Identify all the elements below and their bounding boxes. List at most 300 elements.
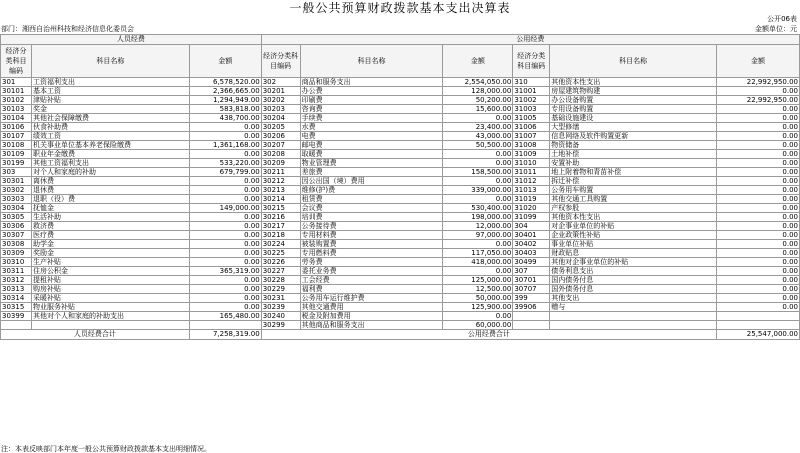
name-cell: 其他商品和服务支出 — [300, 321, 443, 330]
amount-cell: 583,818.00 — [189, 105, 261, 114]
table-row — [1, 276, 800, 285]
table-row — [1, 168, 800, 177]
name-cell: 离休费 — [31, 177, 189, 186]
table-row — [1, 159, 800, 168]
name-cell: 因公出国（境）费用 — [300, 177, 443, 186]
code-cell: 31007 — [513, 132, 550, 141]
amount-cell: 0.00 — [443, 114, 513, 123]
name-cell: 咨询费 — [300, 105, 443, 114]
totals-row — [1, 330, 800, 340]
table-row — [1, 105, 800, 114]
name-cell: 奖励金 — [31, 249, 189, 258]
table-row — [1, 213, 800, 222]
name-cell: 房屋建筑物购建 — [550, 87, 717, 96]
code-header: 经济分类科目编码 — [261, 45, 300, 78]
amount-cell: 0.00 — [717, 159, 800, 168]
amount-cell: 0.00 — [189, 258, 261, 267]
code-cell: 30304 — [1, 204, 32, 213]
name-cell: 对个人和家庭的补助 — [31, 168, 189, 177]
amount-cell: 0.00 — [717, 231, 800, 240]
amount-cell: 0.00 — [443, 312, 513, 321]
code-cell — [513, 321, 550, 330]
code-cell: 30299 — [261, 321, 300, 330]
name-cell: 事业单位补贴 — [550, 240, 717, 249]
name-cell: 物业服务补贴 — [31, 303, 189, 312]
name-cell: 国内债务付息 — [550, 276, 717, 285]
amount-header: 金额 — [443, 45, 513, 78]
amount-cell: 0.00 — [717, 105, 800, 114]
amount-cell: 0.00 — [189, 123, 261, 132]
code-cell: 30303 — [1, 195, 32, 204]
amount-cell: 0.00 — [189, 231, 261, 240]
amount-cell: 0.00 — [717, 249, 800, 258]
code-cell: 31006 — [513, 123, 550, 132]
table-row — [1, 78, 800, 87]
amount-cell: 125,000.00 — [443, 276, 513, 285]
amount-cell: 0.00 — [717, 195, 800, 204]
amount-cell: 0.00 — [717, 213, 800, 222]
code-cell: 310 — [513, 78, 550, 87]
table-row — [1, 249, 800, 258]
code-cell: 30499 — [513, 258, 550, 267]
name-cell: 取暖费 — [300, 150, 443, 159]
amount-cell: 339,000.00 — [443, 186, 513, 195]
table-row — [1, 267, 800, 276]
amount-cell: 0.00 — [189, 195, 261, 204]
name-cell: 租赁费 — [300, 195, 443, 204]
name-cell: 商品和服务支出 — [300, 78, 443, 87]
code-cell: 30207 — [261, 141, 300, 150]
code-cell: 30208 — [261, 150, 300, 159]
code-cell: 30308 — [1, 240, 32, 249]
name-cell: 助学金 — [31, 240, 189, 249]
amount-cell — [189, 321, 261, 330]
amount-header: 金额 — [717, 45, 800, 78]
amount-cell: 149,000.00 — [189, 204, 261, 213]
code-cell: 30211 — [261, 168, 300, 177]
name-cell: 生产补贴 — [31, 258, 189, 267]
code-cell: 399 — [513, 294, 550, 303]
name-cell: 津贴补贴 — [31, 96, 189, 105]
code-cell: 30202 — [261, 96, 300, 105]
amount-cell — [717, 321, 800, 330]
code-cell: 30306 — [1, 222, 32, 231]
name-header: 科目名称 — [300, 45, 443, 78]
amount-cell: 0.00 — [717, 258, 800, 267]
amount-cell: 50,500.00 — [443, 141, 513, 150]
amount-cell: 0.00 — [717, 177, 800, 186]
amount-cell: 0.00 — [189, 177, 261, 186]
name-cell: 其他对企事业单位的补贴 — [550, 258, 717, 267]
code-cell: 30225 — [261, 249, 300, 258]
name-cell: 其他资本性支出 — [550, 78, 717, 87]
amount-cell: 679,799.00 — [189, 168, 261, 177]
amount-cell: 23,400.00 — [443, 123, 513, 132]
code-cell: 30215 — [261, 204, 300, 213]
group-header-row — [1, 35, 800, 45]
amount-cell: 22,992,950.00 — [717, 96, 800, 105]
code-cell: 39906 — [513, 303, 550, 312]
table-row — [1, 285, 800, 294]
name-cell: 购房补贴 — [31, 285, 189, 294]
personnel-total-value: 7,258,319.00 — [189, 330, 261, 340]
code-cell: 30305 — [1, 213, 32, 222]
code-cell: 30311 — [1, 267, 32, 276]
name-cell — [31, 321, 189, 330]
table-row — [1, 231, 800, 240]
code-cell: 30206 — [261, 132, 300, 141]
amount-cell: 0.00 — [717, 186, 800, 195]
code-cell: 30227 — [261, 267, 300, 276]
name-cell: 工资福利支出 — [31, 78, 189, 87]
name-cell: 水费 — [300, 123, 443, 132]
name-cell: 基本工资 — [31, 87, 189, 96]
table-row — [1, 204, 800, 213]
name-cell: 机关事业单位基本养老保险缴费 — [31, 141, 189, 150]
name-cell: 维修(护)费 — [300, 186, 443, 195]
name-cell: 物资储备 — [550, 141, 717, 150]
amount-cell: 1,294,949.00 — [189, 96, 261, 105]
amount-cell: 2,366,665.00 — [189, 87, 261, 96]
name-cell: 印刷费 — [300, 96, 443, 105]
code-cell: 30226 — [261, 258, 300, 267]
name-cell: 专用材料费 — [300, 231, 443, 240]
name-cell: 其他工资福利支出 — [31, 159, 189, 168]
code-cell: 31012 — [513, 177, 550, 186]
code-cell: 30199 — [1, 159, 32, 168]
name-cell: 企业政策性补贴 — [550, 231, 717, 240]
code-cell: 30402 — [513, 240, 550, 249]
amount-cell: 128,000.00 — [443, 87, 513, 96]
amount-cell: 0.00 — [717, 294, 800, 303]
code-cell: 30224 — [261, 240, 300, 249]
name-cell: 退休费 — [31, 186, 189, 195]
amount-cell: 0.00 — [717, 204, 800, 213]
amount-cell: 12,500.00 — [443, 285, 513, 294]
code-cell: 30313 — [1, 285, 32, 294]
code-cell: 303 — [1, 168, 32, 177]
amount-cell: 50,000.00 — [443, 294, 513, 303]
name-cell: 办公费 — [300, 87, 443, 96]
name-cell: 赠与 — [550, 303, 717, 312]
table-row — [1, 96, 800, 105]
code-cell: 30109 — [1, 150, 32, 159]
code-cell: 30108 — [1, 141, 32, 150]
table-row — [1, 258, 800, 267]
amount-cell — [717, 312, 800, 321]
table-row — [1, 303, 800, 312]
table-row — [1, 177, 800, 186]
code-cell: 304 — [513, 222, 550, 231]
code-cell: 31001 — [513, 87, 550, 96]
table-row — [1, 150, 800, 159]
name-cell: 生活补助 — [31, 213, 189, 222]
name-cell: 公务用车运行维护费 — [300, 294, 443, 303]
code-cell: 30399 — [1, 312, 32, 321]
code-cell: 31002 — [513, 96, 550, 105]
code-cell: 31020 — [513, 204, 550, 213]
name-cell: 其他交通费用 — [300, 303, 443, 312]
amount-cell: 43,000.00 — [443, 132, 513, 141]
amount-cell: 6,578,520.00 — [189, 78, 261, 87]
amount-cell: 0.00 — [189, 276, 261, 285]
code-cell: 30309 — [1, 249, 32, 258]
code-cell: 30213 — [261, 186, 300, 195]
table-row — [1, 321, 800, 330]
public-group-header: 公用经费 — [261, 35, 799, 45]
name-cell: 邮电费 — [300, 141, 443, 150]
code-cell: 30228 — [261, 276, 300, 285]
name-cell: 公务接待费 — [300, 222, 443, 231]
amount-cell: 0.00 — [443, 159, 513, 168]
amount-cell: 0.00 — [717, 303, 800, 312]
amount-cell: 0.00 — [443, 177, 513, 186]
amount-header: 金额 — [189, 45, 261, 78]
amount-cell: 0.00 — [717, 114, 800, 123]
code-cell: 30231 — [261, 294, 300, 303]
code-cell: 30239 — [261, 303, 300, 312]
public-total-label: 公用经费合计 — [261, 330, 716, 340]
amount-cell: 0.00 — [189, 150, 261, 159]
amount-cell: 0.00 — [189, 240, 261, 249]
code-cell: 30101 — [1, 87, 32, 96]
code-cell: 31099 — [513, 213, 550, 222]
amount-cell: 12,000.00 — [443, 222, 513, 231]
code-cell: 307 — [513, 267, 550, 276]
name-cell: 财政贴息 — [550, 249, 717, 258]
form-code: 公开06表 — [767, 15, 797, 23]
column-header-row — [1, 45, 800, 78]
code-cell: 30204 — [261, 114, 300, 123]
table-row — [1, 222, 800, 231]
code-cell: 30229 — [261, 285, 300, 294]
amount-cell: 0.00 — [189, 285, 261, 294]
footnote: 注：本表反映部门本年度一般公共预算财政拨款基本支出明细情况。 — [1, 445, 211, 453]
code-cell: 30401 — [513, 231, 550, 240]
code-header: 经济分类科目编码 — [1, 45, 32, 78]
name-cell: 其他支出 — [550, 294, 717, 303]
code-cell: 31013 — [513, 186, 550, 195]
amount-cell: 0.00 — [443, 195, 513, 204]
unit-label: 金额单位：元 — [755, 25, 797, 33]
table-row — [1, 132, 800, 141]
code-cell: 30218 — [261, 231, 300, 240]
code-cell: 30201 — [261, 87, 300, 96]
name-cell: 物业管理费 — [300, 159, 443, 168]
code-cell: 30102 — [1, 96, 32, 105]
amount-cell: 530,400.00 — [443, 204, 513, 213]
name-cell — [550, 312, 717, 321]
code-cell: 30315 — [1, 303, 32, 312]
amount-cell: 0.00 — [189, 249, 261, 258]
amount-cell: 0.00 — [717, 150, 800, 159]
name-cell: 其他交通工具购置 — [550, 195, 717, 204]
name-cell: 产权参股 — [550, 204, 717, 213]
amount-cell: 0.00 — [189, 222, 261, 231]
code-cell: 30314 — [1, 294, 32, 303]
expenditure-table — [0, 34, 800, 340]
code-cell: 30107 — [1, 132, 32, 141]
name-cell: 安置补助 — [550, 159, 717, 168]
amount-cell: 0.00 — [717, 123, 800, 132]
name-cell: 医疗费 — [31, 231, 189, 240]
name-cell: 电费 — [300, 132, 443, 141]
name-cell: 劳务费 — [300, 258, 443, 267]
code-cell: 30307 — [1, 231, 32, 240]
name-cell: 拆迁补偿 — [550, 177, 717, 186]
amount-cell: 438,700.00 — [189, 114, 261, 123]
amount-cell: 0.00 — [717, 276, 800, 285]
name-cell: 公务用车购置 — [550, 186, 717, 195]
code-cell: 31009 — [513, 150, 550, 159]
name-cell: 国外债务付息 — [550, 285, 717, 294]
name-header: 科目名称 — [550, 45, 717, 78]
name-cell: 其他社会保障缴费 — [31, 114, 189, 123]
amount-cell: 1,361,168.00 — [189, 141, 261, 150]
name-cell: 培训费 — [300, 213, 443, 222]
amount-cell: 0.00 — [443, 267, 513, 276]
name-cell: 办公设备购置 — [550, 96, 717, 105]
amount-cell: 0.00 — [189, 213, 261, 222]
code-cell: 30302 — [1, 186, 32, 195]
personnel-group-header: 人员经费 — [1, 35, 262, 45]
name-cell: 提租补贴 — [31, 276, 189, 285]
name-cell: 差旅费 — [300, 168, 443, 177]
table-row — [1, 312, 800, 321]
name-cell: 委托业务费 — [300, 267, 443, 276]
amount-cell: 0.00 — [189, 132, 261, 141]
name-cell: 住房公积金 — [31, 267, 189, 276]
name-cell: 救济费 — [31, 222, 189, 231]
code-cell: 302 — [261, 78, 300, 87]
code-cell: 30214 — [261, 195, 300, 204]
code-cell: 31005 — [513, 114, 550, 123]
name-cell: 其他对个人和家庭的补助支出 — [31, 312, 189, 321]
name-cell: 对企事业单位的补贴 — [550, 222, 717, 231]
name-cell: 大型修缮 — [550, 123, 717, 132]
code-cell: 30312 — [1, 276, 32, 285]
amount-cell: 15,600.00 — [443, 105, 513, 114]
code-cell: 31011 — [513, 168, 550, 177]
department-label: 部门：湘西自治州科技和经济信息化委员会 — [1, 25, 134, 33]
amount-cell: 50,200.00 — [443, 96, 513, 105]
name-cell: 税金及附加费用 — [300, 312, 443, 321]
table-row — [1, 240, 800, 249]
code-cell: 30103 — [1, 105, 32, 114]
amount-cell: 365,319.00 — [189, 267, 261, 276]
name-cell: 其他资本性支出 — [550, 213, 717, 222]
amount-cell: 117,050.00 — [443, 249, 513, 258]
amount-cell: 533,220.00 — [189, 159, 261, 168]
code-cell: 30217 — [261, 222, 300, 231]
name-cell: 绩效工资 — [31, 132, 189, 141]
table-row — [1, 141, 800, 150]
amount-cell: 0.00 — [717, 141, 800, 150]
name-cell: 采暖补贴 — [31, 294, 189, 303]
code-cell: 30205 — [261, 123, 300, 132]
name-cell: 信息网络及软件购置更新 — [550, 132, 717, 141]
code-header: 经济分类科目编码 — [513, 45, 550, 78]
name-cell: 工会经费 — [300, 276, 443, 285]
code-cell: 31008 — [513, 141, 550, 150]
code-cell — [513, 312, 550, 321]
code-cell: 30403 — [513, 249, 550, 258]
code-cell: 31010 — [513, 159, 550, 168]
amount-cell: 0.00 — [717, 285, 800, 294]
amount-cell: 2,554,050.00 — [443, 78, 513, 87]
name-cell: 抚恤金 — [31, 204, 189, 213]
code-cell: 30212 — [261, 177, 300, 186]
name-cell: 伙食补助费 — [31, 123, 189, 132]
code-cell — [1, 321, 32, 330]
name-cell: 债务利息支出 — [550, 267, 717, 276]
table-row — [1, 186, 800, 195]
name-cell: 奖金 — [31, 105, 189, 114]
code-cell: 31003 — [513, 105, 550, 114]
name-header: 科目名称 — [31, 45, 189, 78]
name-cell: 基础设施建设 — [550, 114, 717, 123]
amount-cell: 0.00 — [717, 168, 800, 177]
amount-cell: 0.00 — [443, 150, 513, 159]
amount-cell: 0.00 — [717, 132, 800, 141]
name-cell: 职业年金缴费 — [31, 150, 189, 159]
code-cell: 30106 — [1, 123, 32, 132]
code-cell: 30310 — [1, 258, 32, 267]
code-cell: 31019 — [513, 195, 550, 204]
name-cell: 地上附着物和青苗补偿 — [550, 168, 717, 177]
amount-cell: 97,000.00 — [443, 231, 513, 240]
code-cell: 30240 — [261, 312, 300, 321]
amount-cell: 418,000.00 — [443, 258, 513, 267]
amount-cell: 158,500.00 — [443, 168, 513, 177]
name-cell: 专用设备购置 — [550, 105, 717, 114]
code-cell: 301 — [1, 78, 32, 87]
code-cell: 30104 — [1, 114, 32, 123]
amount-cell: 198,000.00 — [443, 213, 513, 222]
table-row — [1, 87, 800, 96]
report-title: 一般公共预算财政拨款基本支出决算表 — [289, 1, 511, 15]
amount-cell: 0.00 — [717, 222, 800, 231]
amount-cell: 0.00 — [717, 240, 800, 249]
name-cell: 被装购置费 — [300, 240, 443, 249]
amount-cell: 0.00 — [717, 267, 800, 276]
amount-cell: 0.00 — [717, 87, 800, 96]
amount-cell: 0.00 — [189, 186, 261, 195]
amount-cell: 125,900.00 — [443, 303, 513, 312]
amount-cell: 0.00 — [189, 303, 261, 312]
amount-cell: 22,992,950.00 — [717, 78, 800, 87]
code-cell: 30707 — [513, 285, 550, 294]
amount-cell: 60,000.00 — [443, 321, 513, 330]
amount-cell: 0.00 — [189, 294, 261, 303]
name-cell: 退职（役）费 — [31, 195, 189, 204]
name-cell: 会议费 — [300, 204, 443, 213]
code-cell: 30701 — [513, 276, 550, 285]
public-total-value: 25,547,000.00 — [717, 330, 800, 340]
name-cell: 手续费 — [300, 114, 443, 123]
table-row — [1, 114, 800, 123]
amount-cell: 0.00 — [443, 240, 513, 249]
amount-cell: 165,480.00 — [189, 312, 261, 321]
name-cell — [550, 321, 717, 330]
code-cell: 30216 — [261, 213, 300, 222]
table-row — [1, 294, 800, 303]
personnel-total-label: 人员经费合计 — [1, 330, 190, 340]
name-cell: 专用燃料费 — [300, 249, 443, 258]
code-cell: 30301 — [1, 177, 32, 186]
code-cell: 30209 — [261, 159, 300, 168]
table-row — [1, 195, 800, 204]
